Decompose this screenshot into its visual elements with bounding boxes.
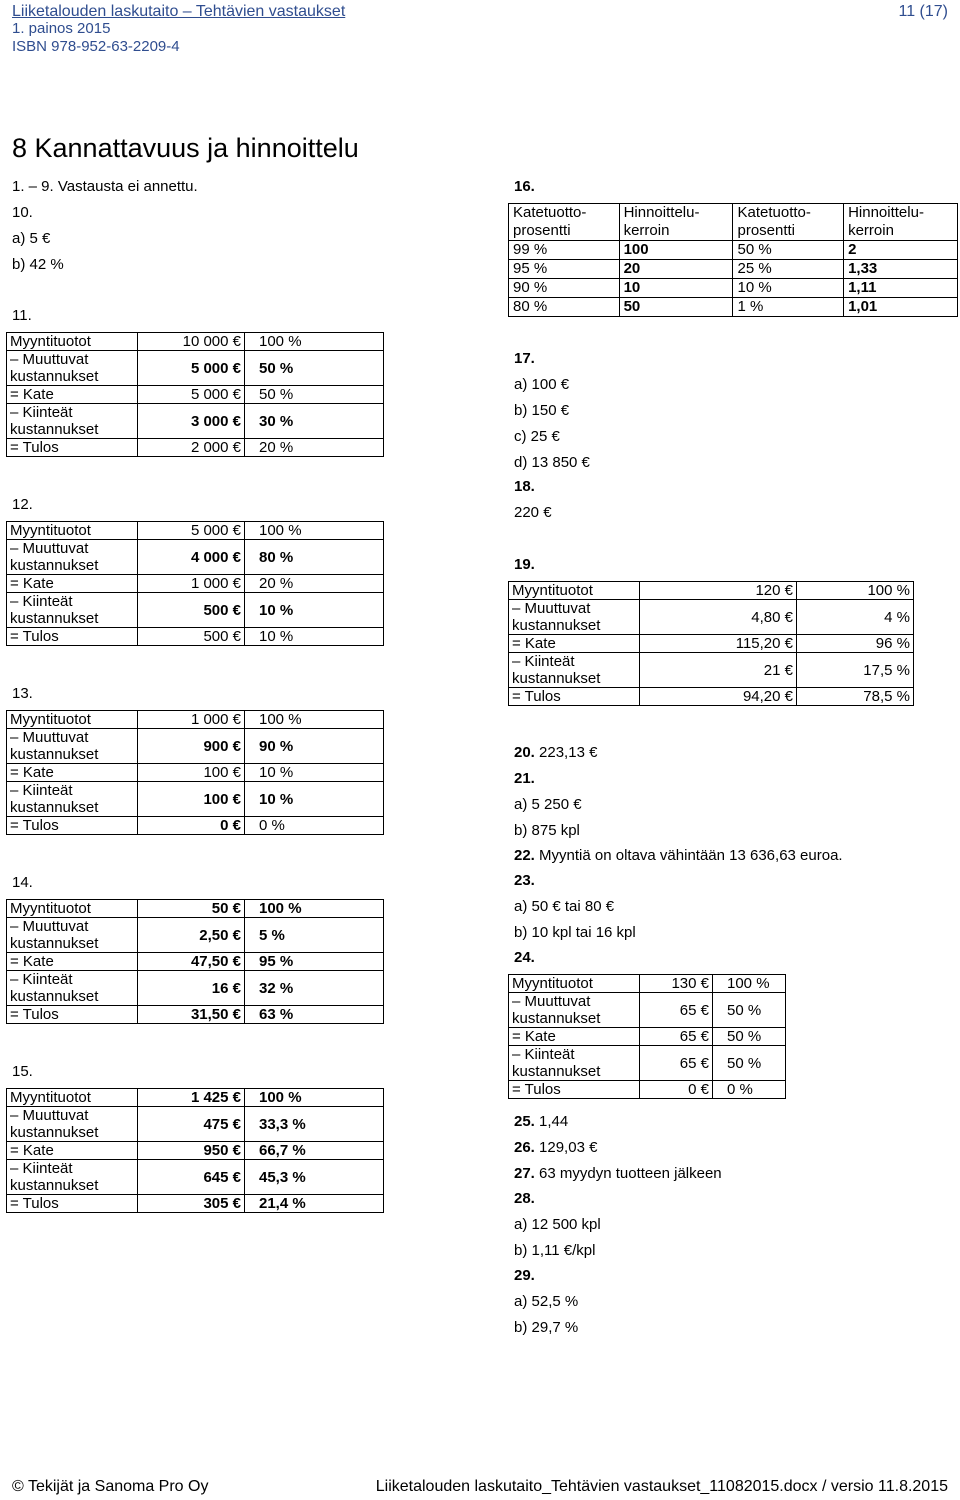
row-label: [7, 782, 138, 817]
row-fixed-costs: [7, 782, 384, 817]
question-number: 28.: [514, 1190, 535, 1207]
row-label-line: – Muuttuvat: [512, 600, 591, 617]
row-label: [7, 1142, 138, 1160]
row-label-line: Myyntituotot: [512, 975, 593, 992]
ratio-cell: 99 %: [509, 241, 620, 260]
question-number: 23.: [514, 872, 535, 889]
row-label: [7, 575, 138, 593]
row-label-line: = Kate: [10, 764, 54, 781]
answer-text: 223,13 €: [539, 744, 598, 761]
ratio-table: [508, 203, 958, 317]
row-label-line: kustannukset: [10, 421, 99, 438]
row-fixed-costs: [7, 971, 384, 1006]
percent-cell: 5 %: [245, 918, 384, 953]
ratio-cell: 1 %: [733, 298, 844, 317]
ratio-cell: 100: [619, 241, 733, 260]
calc-table-12: [6, 521, 384, 646]
percent-cell: 32 %: [245, 971, 384, 1006]
ratio-cell: 95 %: [509, 260, 620, 279]
amount-cell: 4 000 €: [138, 540, 245, 575]
answer-text: 220 €: [514, 504, 552, 521]
question-number: 25.: [514, 1113, 535, 1130]
row-variable-costs: [7, 918, 384, 953]
row-label-line: = Tulos: [10, 1006, 59, 1023]
amount-cell: 10 000 €: [138, 333, 245, 351]
row-label: [7, 522, 138, 540]
row-label: [7, 900, 138, 918]
amount-cell: 31,50 €: [138, 1006, 245, 1024]
amount-cell: 94,20 €: [640, 688, 797, 706]
percent-cell: 100 %: [245, 333, 384, 351]
amount-cell: 65 €: [640, 993, 713, 1028]
percent-cell: 20 %: [245, 575, 384, 593]
row-fixed-costs: [509, 653, 914, 688]
edition: 1. painos 2015: [12, 20, 111, 37]
row-margin: [509, 1028, 786, 1046]
row-label-line: – Kiinteät: [512, 653, 575, 670]
ratio-header-line: Hinnoittelu-: [623, 204, 700, 221]
row-margin: [7, 575, 384, 593]
amount-cell: 100 €: [138, 764, 245, 782]
calc-table-14: [6, 899, 384, 1024]
row-label: [509, 600, 640, 635]
amount-cell: 1 000 €: [138, 575, 245, 593]
amount-cell: 2,50 €: [138, 918, 245, 953]
amount-cell: 47,50 €: [138, 953, 245, 971]
row-label-line: – Kiinteät: [10, 1160, 73, 1177]
ratio-header-line: Katetuotto-: [513, 204, 587, 221]
question-number: 18.: [514, 478, 535, 495]
percent-cell: 21,4 %: [245, 1195, 384, 1213]
row-sales: [509, 975, 786, 993]
question-number: 11.: [12, 307, 32, 324]
amount-cell: 21 €: [640, 653, 797, 688]
row-label-line: = Kate: [512, 635, 556, 652]
row-label-line: = Tulos: [10, 628, 59, 645]
row-label-line: kustannukset: [10, 1177, 99, 1194]
calc-table-19: [508, 581, 914, 706]
percent-cell: 95 %: [245, 953, 384, 971]
row-label-line: kustannukset: [10, 988, 99, 1005]
row-label-line: – Muuttuvat: [10, 351, 89, 368]
row-label: [509, 635, 640, 653]
calc-table-13: [6, 710, 384, 835]
amount-cell: 120 €: [640, 582, 797, 600]
row-label: [7, 953, 138, 971]
row-label-line: – Muuttuvat: [10, 540, 89, 557]
answer-text: a) 52,5 %: [514, 1293, 579, 1310]
percent-cell: 66,7 %: [245, 1142, 384, 1160]
row-label-line: – Muuttuvat: [10, 729, 89, 746]
percent-cell: 0 %: [245, 817, 384, 835]
row-label: [7, 351, 138, 386]
row-label: [7, 1089, 138, 1107]
row-label: [7, 971, 138, 1006]
row-label-line: kustannukset: [10, 368, 99, 385]
amount-cell: 1 000 €: [138, 711, 245, 729]
percent-cell: 100 %: [797, 582, 914, 600]
percent-cell: 50 %: [245, 386, 384, 404]
question-number: 21.: [514, 770, 535, 787]
amount-cell: 500 €: [138, 593, 245, 628]
answer-text: a) 12 500 kpl: [514, 1216, 601, 1233]
percent-cell: 100 %: [245, 900, 384, 918]
row-variable-costs: [7, 540, 384, 575]
amount-cell: 475 €: [138, 1107, 245, 1142]
ratio-cell: 50 %: [733, 241, 844, 260]
ratio-cell: 50: [619, 298, 733, 317]
row-label-line: = Tulos: [10, 817, 59, 834]
row-label-line: – Kiinteät: [10, 971, 73, 988]
row-label-line: = Kate: [10, 953, 54, 970]
answer-25: [514, 1113, 568, 1130]
row-label-line: Myyntituotot: [10, 900, 91, 917]
row-label: [7, 711, 138, 729]
percent-cell: 0 %: [713, 1081, 786, 1099]
answer-text: b) 10 kpl tai 16 kpl: [514, 924, 636, 941]
ratio-row: [509, 260, 958, 279]
row-label-line: Myyntituotot: [10, 333, 91, 350]
percent-cell: 10 %: [245, 593, 384, 628]
row-sales: [7, 333, 384, 351]
row-label: [7, 817, 138, 835]
row-label: [7, 1006, 138, 1024]
ratio-row: [509, 279, 958, 298]
ratio-cell: 1,11: [844, 279, 958, 298]
percent-cell: 10 %: [245, 764, 384, 782]
row-variable-costs: [7, 351, 384, 386]
answer-text: b) 1,11 €/kpl: [514, 1242, 596, 1259]
row-label-line: – Kiinteät: [10, 782, 73, 799]
question-number: 13.: [12, 685, 33, 702]
row-label-line: kustannukset: [10, 746, 99, 763]
answer-text: Vastausta ei annettu.: [57, 178, 198, 195]
row-label-line: kustannukset: [10, 1124, 99, 1141]
percent-cell: 63 %: [245, 1006, 384, 1024]
row-label-line: kustannukset: [10, 799, 99, 816]
ratio-header-line: Hinnoittelu-: [848, 204, 924, 221]
percent-cell: 50 %: [713, 993, 786, 1028]
row-label-line: Myyntituotot: [512, 582, 593, 599]
amount-cell: 50 €: [138, 900, 245, 918]
percent-cell: 45,3 %: [245, 1160, 384, 1195]
row-label: [7, 540, 138, 575]
percent-cell: 4 %: [797, 600, 914, 635]
percent-cell: 50 %: [713, 1028, 786, 1046]
percent-cell: 33,3 %: [245, 1107, 384, 1142]
amount-cell: 645 €: [138, 1160, 245, 1195]
ratio-cell: 90 %: [509, 279, 620, 298]
amount-cell: 0 €: [138, 817, 245, 835]
row-margin: [509, 635, 914, 653]
row-label: [509, 975, 640, 993]
ratio-header-cell: [733, 204, 844, 241]
row-label: [509, 582, 640, 600]
ratio-cell: 1,33: [844, 260, 958, 279]
percent-cell: 17,5 %: [797, 653, 914, 688]
row-variable-costs: [509, 993, 786, 1028]
percent-cell: 30 %: [245, 404, 384, 439]
amount-cell: 1 425 €: [138, 1089, 245, 1107]
ratio-cell: 80 %: [509, 298, 620, 317]
answer-1-9: [12, 178, 198, 195]
amount-cell: 305 €: [138, 1195, 245, 1213]
question-number: 29.: [514, 1267, 535, 1284]
ratio-header-line: kerroin: [623, 222, 670, 239]
ratio-header-cell: [619, 204, 733, 241]
row-margin: [7, 953, 384, 971]
page-number: 11 (17): [898, 3, 948, 20]
row-label-line: = Tulos: [512, 1081, 561, 1098]
amount-cell: 5 000 €: [138, 386, 245, 404]
row-label: [509, 1046, 640, 1081]
row-profit: [7, 817, 384, 835]
row-profit: [7, 1195, 384, 1213]
document-title[interactable]: [12, 3, 345, 21]
answer-text: b) 42 %: [12, 256, 64, 273]
answer-text: a) 50 € tai 80 €: [514, 898, 615, 915]
row-variable-costs: [7, 729, 384, 764]
question-number: 15.: [12, 1063, 33, 1080]
row-label: [7, 1160, 138, 1195]
row-sales: [7, 522, 384, 540]
question-number: 10.: [12, 204, 33, 221]
ratio-header-cell: [509, 204, 620, 241]
question-number: 16.: [514, 178, 535, 195]
row-sales: [7, 711, 384, 729]
answer-text: Myyntiä on oltava vähintään 13 636,63 euroa.: [539, 847, 843, 864]
answer-text: d) 13 850 €: [514, 454, 590, 471]
ratio-row: [509, 298, 958, 317]
row-label: [7, 593, 138, 628]
calc-table-15: [6, 1088, 384, 1213]
row-label-line: = Tulos: [512, 688, 561, 705]
percent-cell: 96 %: [797, 635, 914, 653]
row-label: [7, 1107, 138, 1142]
row-label-line: = Tulos: [10, 1195, 59, 1212]
question-number: 17.: [514, 350, 535, 367]
row-label-line: kustannukset: [512, 670, 601, 687]
percent-cell: 100 %: [245, 711, 384, 729]
row-fixed-costs: [7, 404, 384, 439]
row-label: [7, 404, 138, 439]
row-sales: [7, 900, 384, 918]
amount-cell: 0 €: [640, 1081, 713, 1099]
row-label: [509, 688, 640, 706]
amount-cell: 500 €: [138, 628, 245, 646]
row-fixed-costs: [509, 1046, 786, 1081]
amount-cell: 100 €: [138, 782, 245, 817]
ratio-header-cell: [844, 204, 958, 241]
amount-cell: 16 €: [138, 971, 245, 1006]
percent-cell: 10 %: [245, 782, 384, 817]
row-profit: [7, 439, 384, 457]
row-profit: [509, 1081, 786, 1099]
amount-cell: 3 000 €: [138, 404, 245, 439]
ratio-cell: 10: [619, 279, 733, 298]
row-label-line: = Kate: [10, 1142, 54, 1159]
question-number: 22.: [514, 847, 535, 864]
row-label: [509, 993, 640, 1028]
amount-cell: 900 €: [138, 729, 245, 764]
answer-27: [514, 1165, 722, 1182]
question-number: 12.: [12, 496, 33, 513]
row-label: [7, 439, 138, 457]
answer-text: c) 25 €: [514, 428, 560, 445]
percent-cell: 100 %: [245, 1089, 384, 1107]
question-number: 1. – 9.: [12, 178, 54, 195]
row-variable-costs: [7, 1107, 384, 1142]
answer-text: 63 myydyn tuotteen jälkeen: [539, 1165, 722, 1182]
row-label-line: Myyntituotot: [10, 1089, 91, 1106]
row-margin: [7, 764, 384, 782]
row-sales: [509, 582, 914, 600]
ratio-row: [509, 241, 958, 260]
row-label-line: kustannukset: [512, 1010, 601, 1027]
row-label-line: kustannukset: [512, 1063, 601, 1080]
answer-text: 1,44: [539, 1113, 569, 1130]
row-label: [7, 729, 138, 764]
row-label-line: kustannukset: [10, 935, 99, 952]
row-margin: [7, 1142, 384, 1160]
answer-text: b) 150 €: [514, 402, 570, 419]
row-variable-costs: [509, 600, 914, 635]
amount-cell: 5 000 €: [138, 351, 245, 386]
row-label: [509, 1081, 640, 1099]
row-label-line: Myyntituotot: [10, 711, 91, 728]
row-profit: [7, 1006, 384, 1024]
row-fixed-costs: [7, 1160, 384, 1195]
row-label-line: = Kate: [10, 386, 54, 403]
ratio-header-line: kerroin: [848, 222, 894, 239]
answer-text: a) 5 250 €: [514, 796, 582, 813]
calc-table-24: [508, 974, 786, 1099]
row-label: [7, 1195, 138, 1213]
answer-text: b) 29,7 %: [514, 1319, 579, 1336]
row-label: [7, 386, 138, 404]
footer-copyright: © Tekijät ja Sanoma Pro Oy: [12, 1478, 209, 1495]
percent-cell: 80 %: [245, 540, 384, 575]
row-label-line: – Muuttuvat: [10, 1107, 89, 1124]
percent-cell: 50 %: [245, 351, 384, 386]
answer-text: b) 875 kpl: [514, 822, 580, 839]
ratio-cell: 1,01: [844, 298, 958, 317]
amount-cell: 5 000 €: [138, 522, 245, 540]
question-number: 14.: [12, 874, 33, 891]
row-label: [7, 918, 138, 953]
ratio-cell: 10 %: [733, 279, 844, 298]
percent-cell: 20 %: [245, 439, 384, 457]
row-label-line: = Tulos: [10, 439, 59, 456]
ratio-header-line: prosentti: [513, 222, 571, 239]
answer-26: [514, 1139, 597, 1156]
answer-text: a) 5 €: [12, 230, 51, 247]
row-label-line: – Kiinteät: [10, 404, 73, 421]
row-label-line: – Muuttuvat: [10, 918, 89, 935]
row-label: [7, 333, 138, 351]
row-label: [7, 764, 138, 782]
row-sales: [7, 1089, 384, 1107]
percent-cell: 50 %: [713, 1046, 786, 1081]
amount-cell: 115,20 €: [640, 635, 797, 653]
amount-cell: 130 €: [640, 975, 713, 993]
ratio-header-line: prosentti: [737, 222, 796, 239]
amount-cell: 4,80 €: [640, 600, 797, 635]
row-label-line: kustannukset: [512, 617, 601, 634]
ratio-header-row: [509, 204, 958, 241]
row-profit: [509, 688, 914, 706]
row-profit: [7, 628, 384, 646]
row-label-line: Myyntituotot: [10, 522, 91, 539]
row-margin: [7, 386, 384, 404]
question-number: 20.: [514, 744, 535, 761]
ratio-header-line: Katetuotto-: [737, 204, 811, 221]
row-label: [509, 1028, 640, 1046]
ratio-cell: 20: [619, 260, 733, 279]
answer-22: [514, 847, 843, 864]
percent-cell: 90 %: [245, 729, 384, 764]
amount-cell: 2 000 €: [138, 439, 245, 457]
percent-cell: 78,5 %: [797, 688, 914, 706]
row-label-line: = Kate: [512, 1028, 556, 1045]
row-label-line: – Muuttuvat: [512, 993, 591, 1010]
row-label-line: = Kate: [10, 575, 54, 592]
row-label-line: kustannukset: [10, 610, 99, 627]
row-label-line: – Kiinteät: [512, 1046, 575, 1063]
ratio-cell: 25 %: [733, 260, 844, 279]
question-number: 26.: [514, 1139, 535, 1156]
row-label: [7, 628, 138, 646]
row-label-line: – Kiinteät: [10, 593, 73, 610]
amount-cell: 950 €: [138, 1142, 245, 1160]
document-title-link[interactable]: Liiketalouden laskutaito – Tehtävien vastaukset: [12, 3, 346, 20]
answer-text: a) 100 €: [514, 376, 570, 393]
row-label: [509, 653, 640, 688]
question-number: 24.: [514, 949, 535, 966]
percent-cell: 100 %: [245, 522, 384, 540]
amount-cell: 65 €: [640, 1046, 713, 1081]
chapter-title: 8 Kannattavuus ja hinnoittelu: [12, 133, 359, 163]
question-number: 27.: [514, 1165, 535, 1182]
question-number: 19.: [514, 556, 535, 573]
amount-cell: 65 €: [640, 1028, 713, 1046]
answer-text: 129,03 €: [539, 1139, 598, 1156]
ratio-cell: 2: [844, 241, 958, 260]
calc-table-11: [6, 332, 384, 457]
row-fixed-costs: [7, 593, 384, 628]
percent-cell: 10 %: [245, 628, 384, 646]
percent-cell: 100 %: [713, 975, 786, 993]
footer-filename: Liiketalouden laskutaito_Tehtävien vastaukset_11082015.docx / versio 11.8.2015: [375, 1478, 948, 1495]
row-label-line: kustannukset: [10, 557, 99, 574]
answer-20: [514, 744, 597, 761]
isbn: ISBN 978-952-63-2209-4: [12, 38, 180, 55]
